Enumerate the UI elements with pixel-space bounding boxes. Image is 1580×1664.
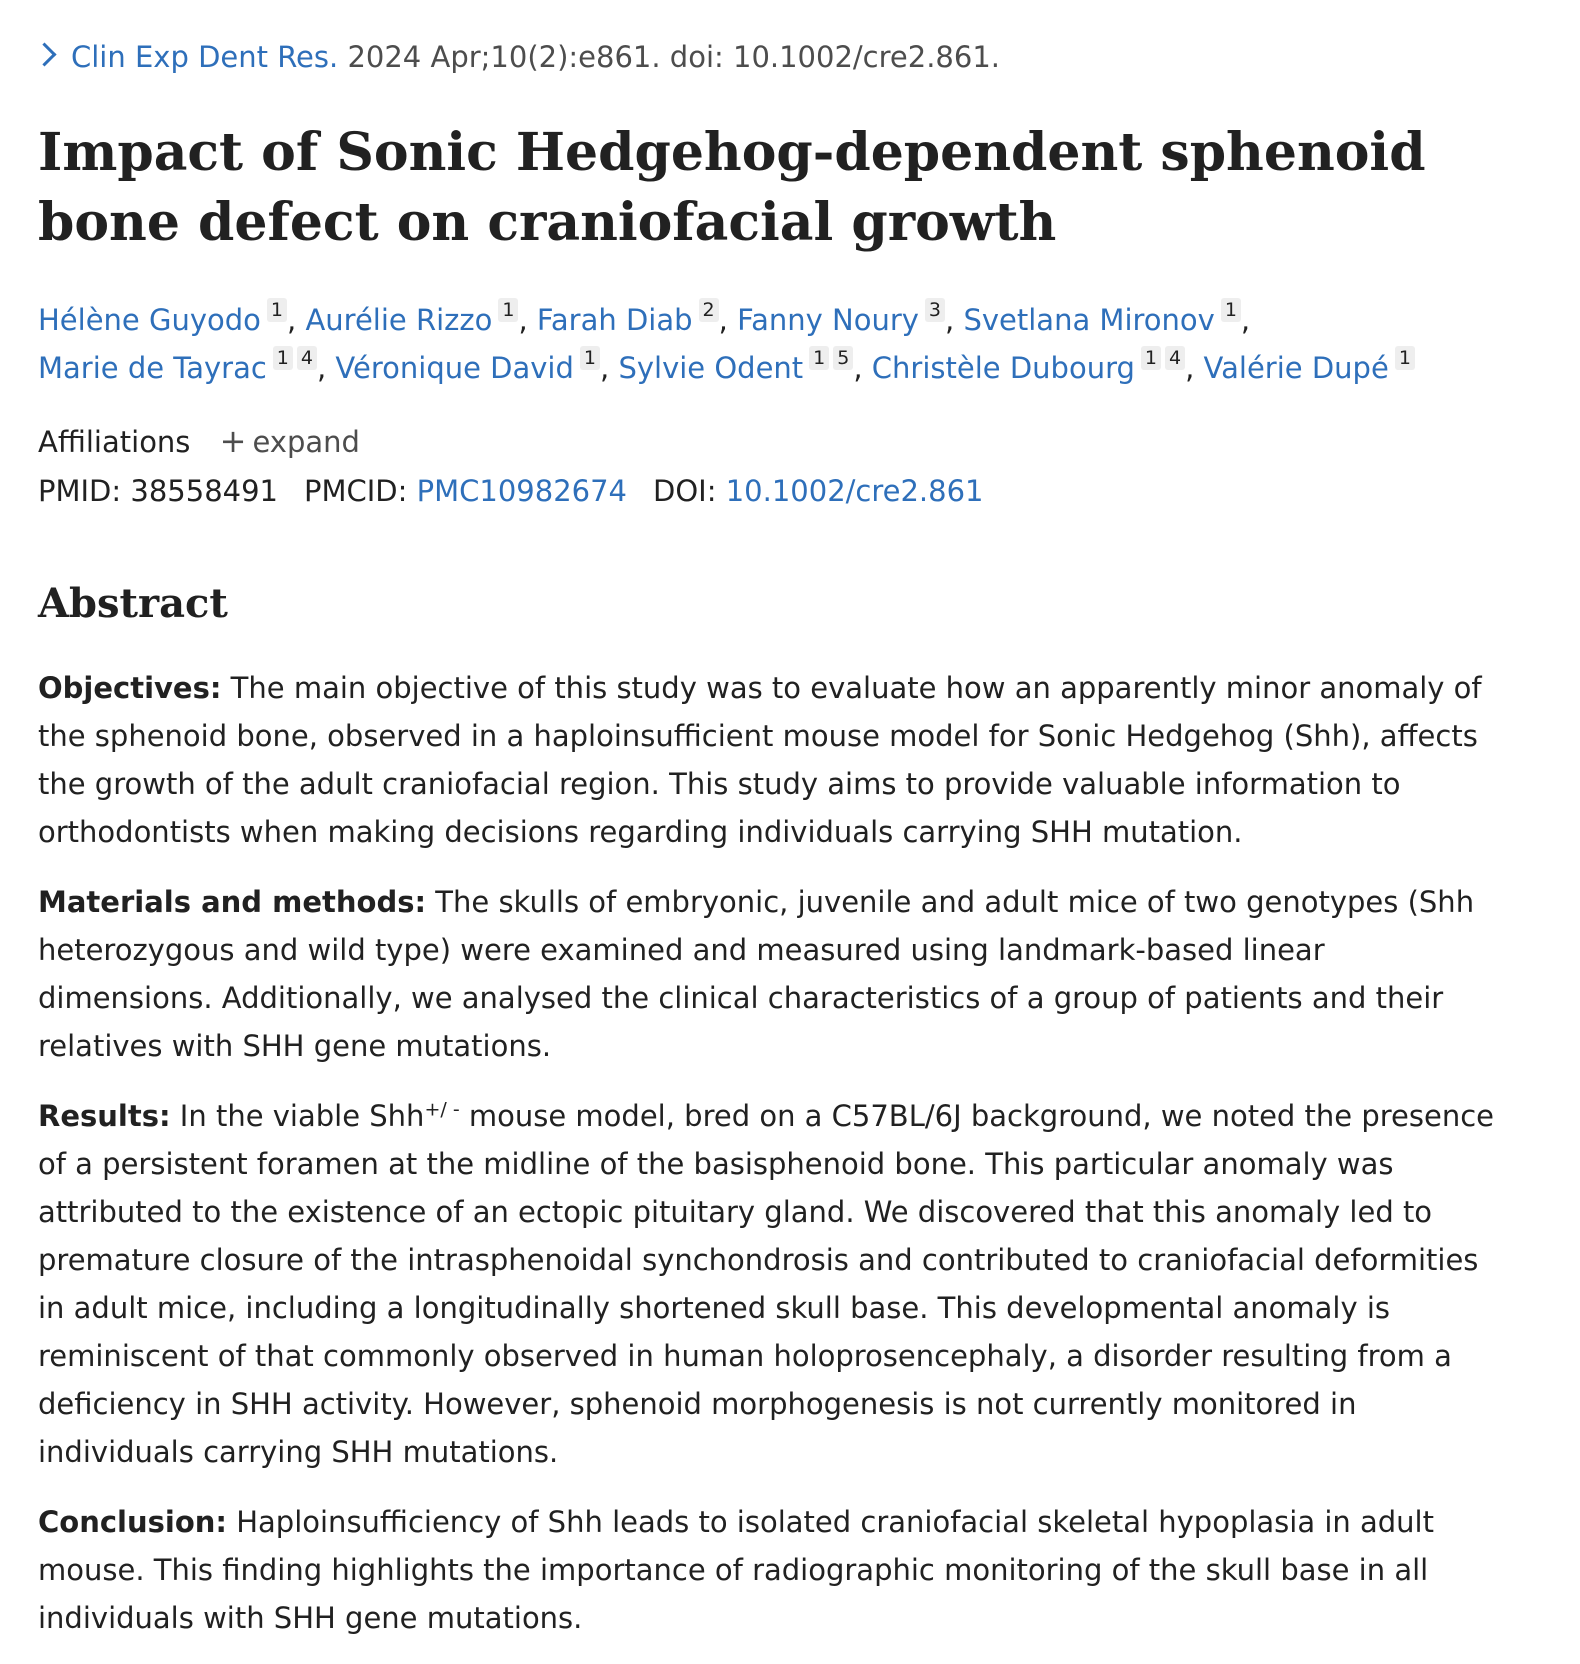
author-separator: , <box>316 351 327 385</box>
author-item <box>963 299 1251 337</box>
citation-details: 2024 Apr;10(2):e861. doi: 10.1002/cre2.861. <box>347 40 1000 74</box>
author-separator: , <box>518 303 528 337</box>
affiliation-badge[interactable]: 3 <box>925 298 945 322</box>
author-link[interactable]: Véronique David <box>335 351 574 385</box>
author-link[interactable]: Aurélie Rizzo <box>305 303 493 337</box>
affiliation-badge[interactable]: 1 <box>580 346 600 370</box>
results-label: Results: <box>38 1099 171 1133</box>
chevron-right-icon[interactable] <box>32 42 56 66</box>
results-text-pre: In the viable Shh <box>179 1099 425 1133</box>
abstract-objectives <box>38 664 1508 856</box>
author-item <box>305 299 528 337</box>
affiliations-row <box>38 422 360 460</box>
author-link[interactable]: Fanny Noury <box>737 303 919 337</box>
author-item <box>335 347 610 385</box>
pmid-label: PMID: <box>38 474 122 508</box>
author-item <box>38 347 327 385</box>
author-item <box>618 347 863 385</box>
results-text-post: mouse model, bred on a C57BL/6J background, we noted the presence of a persistent foramen at the midline of the basisphenoid bone. This particular anomaly was attributed to the existence of an ectopic pituitary gland. We discovered that this anomaly led to premature closure of the intrasphenoidal synchondrosis and contributed to craniofacial deformities in adult mice, including a longitudinally shortened skull base. This developmental anomaly is reminiscent of that commonly observed in human holoprosencephaly, a disorder resulting from a deficiency in SHH activity. However, sphenoid morphogenesis is not currently monitored in individuals carrying SHH mutations. <box>38 1099 1495 1469</box>
affiliation-badge[interactable]: 1 <box>498 298 518 322</box>
author-list <box>38 296 1518 392</box>
abstract-body <box>38 664 1508 1664</box>
author-link[interactable]: Marie de Tayrac <box>38 351 267 385</box>
affiliation-badge[interactable]: 1 <box>267 298 287 322</box>
conclusion-text: Haploinsufficiency of Shh leads to isolated craniofacial skeletal hypoplasia in adult mouse. This finding highlights the importance of radiographic monitoring of the skull base in all individuals with SHH gene mutations. <box>38 1505 1434 1635</box>
affiliation-badge[interactable]: 4 <box>1165 346 1185 370</box>
doi-label: DOI: <box>653 474 717 508</box>
author-item <box>871 347 1195 385</box>
affiliation-badge[interactable]: 5 <box>833 346 853 370</box>
abstract-heading: Abstract <box>38 580 228 627</box>
author-separator: , <box>600 351 610 385</box>
author-item <box>536 299 728 337</box>
conclusion-label: Conclusion: <box>38 1505 227 1539</box>
author-link[interactable]: Farah Diab <box>536 303 693 337</box>
pmid-value: 38558491 <box>130 474 278 508</box>
plus-icon: + <box>219 422 247 460</box>
methods-label: Materials and methods: <box>38 885 427 919</box>
objectives-text: The main objective of this study was to evaluate how an apparently minor anomaly of the sphenoid bone, observed in a haploinsufficient mouse model for Sonic Hedgehog (Shh), affects the growth of the adult craniofacial region. This study aims to provide valuable information to orthodontists when making decisions regarding individuals carrying SHH mutation. <box>38 671 1482 849</box>
author-item <box>1203 347 1415 385</box>
methods-text: The skulls of embryonic, juvenile and adult mice of two genotypes (Shh heterozygous and wild type) were examined and measured using landmark-based linear dimensions. Additionally, we analysed the clinical characteristics of a group of patients and their relatives with SHH gene mutations. <box>38 885 1475 1063</box>
author-separator: , <box>1185 351 1195 385</box>
affiliation-badge[interactable]: 1 <box>809 346 829 370</box>
affiliations-label: Affiliations <box>38 425 191 459</box>
author-item <box>38 299 297 337</box>
author-link[interactable]: Valérie Dupé <box>1203 351 1389 385</box>
citation-line <box>38 40 1000 74</box>
author-link[interactable]: Hélène Guyodo <box>38 303 261 337</box>
objectives-label: Objectives: <box>38 671 222 705</box>
expand-label: expand <box>252 425 360 459</box>
affiliation-badge[interactable]: 4 <box>297 346 317 370</box>
abstract-conclusion <box>38 1498 1508 1642</box>
author-link[interactable]: Svetlana Mironov <box>963 303 1215 337</box>
author-separator: , <box>945 303 955 337</box>
article-title: Impact of Sonic Hedgehog-dependent sphenoid bone defect on craniofacial growth <box>38 122 1426 253</box>
affiliation-badge[interactable]: 1 <box>273 346 293 370</box>
results-superscript: +/ - <box>424 1098 460 1121</box>
pmcid-label: PMCID: <box>304 474 408 508</box>
affiliation-badge[interactable]: 1 <box>1221 298 1241 322</box>
author-separator: , <box>287 303 297 337</box>
author-link[interactable]: Sylvie Odent <box>618 351 804 385</box>
affiliations-expand-button[interactable] <box>219 422 360 460</box>
affiliation-badge[interactable]: 1 <box>1395 346 1415 370</box>
abstract-results <box>38 1092 1508 1476</box>
affiliation-badge[interactable]: 2 <box>699 298 719 322</box>
journal-link[interactable]: Clin Exp Dent Res. <box>71 40 339 74</box>
identifiers-row <box>38 474 984 508</box>
pmcid-link[interactable]: PMC10982674 <box>416 474 628 508</box>
author-separator: , <box>1240 303 1251 337</box>
author-separator: , <box>718 303 728 337</box>
doi-link[interactable]: 10.1002/cre2.861 <box>725 474 984 508</box>
author-separator: , <box>853 351 863 385</box>
abstract-methods <box>38 878 1508 1070</box>
affiliation-badge[interactable]: 1 <box>1141 346 1161 370</box>
author-link[interactable]: Christèle Dubourg <box>871 351 1135 385</box>
author-item <box>737 299 955 337</box>
